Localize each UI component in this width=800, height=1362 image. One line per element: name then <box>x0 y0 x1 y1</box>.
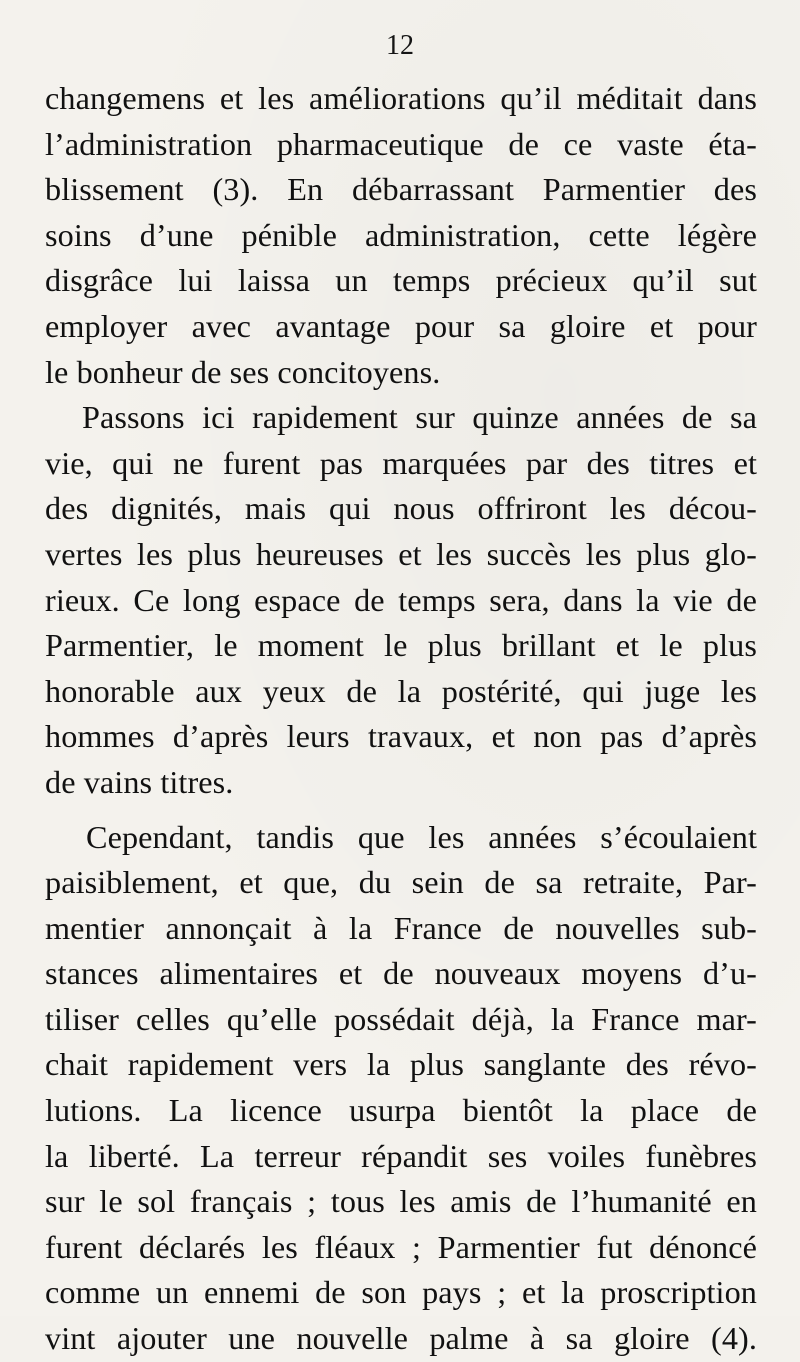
text-line: vertes les plus heureuses et les succès les plus glo- <box>45 535 757 572</box>
paragraph-1 <box>45 76 757 395</box>
text-line: Cependant, tandis que les années s’écoulaient <box>86 818 757 855</box>
text-line: soins d’une pénible administration, cette légère <box>45 216 757 253</box>
text-line: changemens et les améliorations qu’il méditait dans <box>45 80 757 116</box>
text-line: mentier annonçait à la France de nouvelles sub- <box>45 909 757 946</box>
text-line: disgrâce lui laissa un temps précieux qu’il sut <box>45 262 757 299</box>
text-line: la liberté. La terreur répandit ses voiles funèbres <box>45 1137 757 1174</box>
text-line: blissement (3). En débarrassant Parmentier des <box>45 171 757 208</box>
text-line: comme un ennemi de son pays ; et la proscription <box>45 1274 757 1311</box>
paragraph-3 <box>45 815 757 1362</box>
text-line: honorable aux yeux de la postérité, qui juge les <box>45 672 757 709</box>
text-line: le bonheur de ses concitoyens. <box>45 353 441 390</box>
text-line: stances alimentaires et de nouveaux moyens d’u- <box>45 955 757 992</box>
body-text <box>45 76 757 1362</box>
text-line: tiliser celles qu’elle possédait déjà, la France mar- <box>45 1000 757 1037</box>
text-line: hommes d’après leurs travaux, et non pas d’après <box>45 718 757 755</box>
text-line: Parmentier, le moment le plus brillant et le plus <box>45 627 757 664</box>
text-line: l’administration pharmaceutique de ce vaste éta- <box>45 125 757 162</box>
text-line: des dignités, mais qui nous offriront les décou- <box>45 490 757 527</box>
paragraph-gap <box>45 806 757 815</box>
text-line: de vains titres. <box>45 763 234 800</box>
text-line: Passons ici rapidement sur quinze années de sa <box>82 399 757 436</box>
text-line: paisiblement, et que, du sein de sa retraite, Par- <box>45 864 757 901</box>
text-line: rieux. Ce long espace de temps sera, dans la vie de <box>45 581 757 618</box>
page-number: 12 <box>386 30 414 61</box>
text-line: sur le sol français ; tous les amis de l’humanité en <box>45 1183 757 1220</box>
paragraph-2 <box>45 395 757 805</box>
text-line: furent déclarés les fléaux ; Parmentier fut dénoncé <box>45 1228 757 1265</box>
text-line: lutions. La licence usurpa bientôt la place de <box>45 1092 757 1129</box>
text-line: chait rapidement vers la plus sanglante des révo- <box>45 1046 757 1083</box>
text-line: vie, qui ne furent pas marquées par des titres et <box>45 444 757 481</box>
text-line: employer avec avantage pour sa gloire et pour <box>45 307 757 344</box>
text-line: vint ajouter une nouvelle palme à sa gloire (4). <box>45 1320 757 1357</box>
